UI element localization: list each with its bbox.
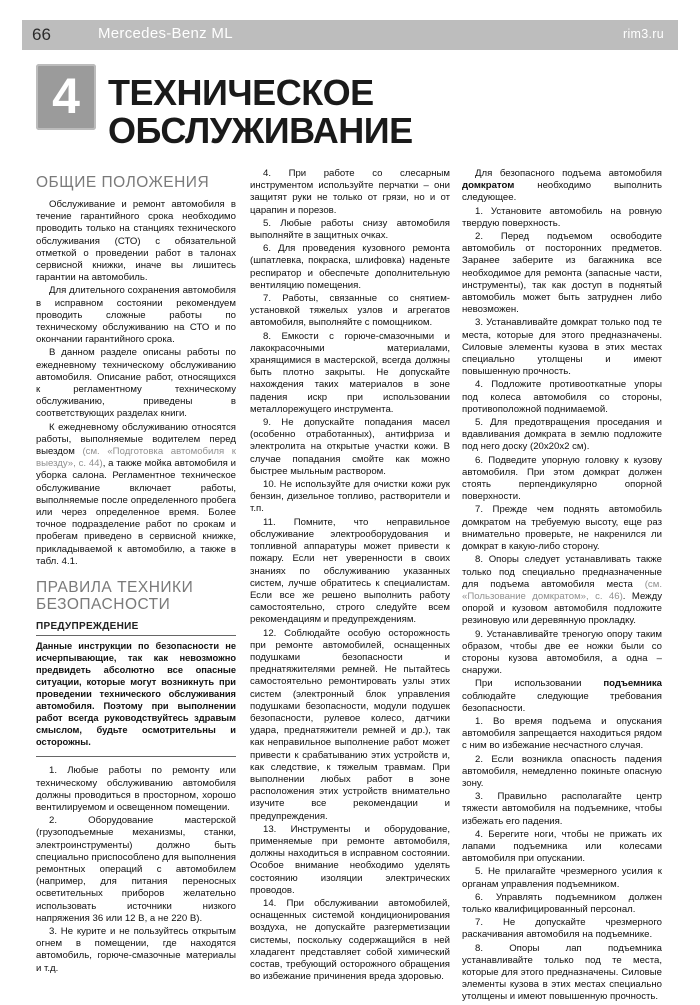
text-span: необходимо выполнить следующее. <box>462 180 662 204</box>
column-3 <box>462 168 662 1005</box>
list-item: 3. Устанавливайте домкрат только под те места, которые для этого предназначены. Силовые элементы кузова в этих местах специально утолщены и имеют повышенную прочность. <box>462 317 662 378</box>
list-item: 7. Не допускайте чрезмерного раскачивания автомобиля на подъемнике. <box>462 917 662 941</box>
text-span: . Между опорой и кузовом автомобиля подложите резиновую или деревянную прокладку. <box>462 590 662 627</box>
paragraph: Обслуживание и ремонт автомобиля в течение гарантийного срока необходимо проводить только на станциях технического обслуживания (СТО) с обязательной отметкой о проведении работ в талонах сервисной книжки, иначе вы лишитесь гарантии на автомобиль. <box>36 199 236 284</box>
column-1 <box>36 160 236 976</box>
site-name: rim3.ru <box>623 27 664 41</box>
list-item: 6. Подведите упорную головку к кузову автомобиля. При этом домкрат должен стоять перпендикулярно опорной поверхности. <box>462 454 662 503</box>
list-item: 2. Если возникла опасность падения автомобиля, немедленно покиньте опасную зону. <box>462 753 662 789</box>
list-item <box>462 554 662 627</box>
list-item: 5. Любые работы снизу автомобиля выполняйте в защитных очках. <box>250 217 450 242</box>
paragraph: В данном разделе описаны работы по ежедневному техническому обслуживанию автомобиля. Описание работ, относящихся к регламентному техническому обслуживанию, приведены в соответствующих разделах книги. <box>36 347 236 420</box>
list-item: 1. Любые работы по ремонту или техническому обслуживанию автомобиля должны проводиться в просторном, хорошо вентилируемом и освещенном помещении. <box>36 765 236 813</box>
section-heading-general: ОБЩИЕ ПОЛОЖЕНИЯ <box>36 174 210 191</box>
text-span: , а также мойка автомобиля и уборка салона. Регламентное техническое обслуживание включает работы, выполняемые после определенного пробега или через определенное время. Более точное подразделение работ по срокам и пробегам приведено в сервисной книжке, прикладываемой к автомобилю, а также в табл. 4.1. <box>36 458 236 567</box>
keyword: домкратом <box>462 180 515 192</box>
list-item: 2. Оборудование мастерской (грузоподъемные механизмы, станки, электроинструменты) должно быть специально приспособлено для выполнения ремонтных операций с автомобилем (например, для питания переносных осветительных приборов желательно использовать источники низкого напряжения 36 или 12 В, а не 220 В). <box>36 815 236 924</box>
list-item: 6. Для проведения кузовного ремонта (шпатлевка, покраска, шлифовка) наденьте респиратор и обеспечьте дополнительную вентиляцию помещения. <box>250 243 450 291</box>
list-item: 4. Подложите противооткатные упоры под колеса автомобиля со стороны, противоположной поднимаемой. <box>462 379 662 415</box>
chapter-number-box <box>36 64 96 130</box>
list-item: 13. Инструменты и оборудование, применяемые при ремонте автомобиля, должны находиться в исправном состоянии. Особое внимание необходимо уделять состоянию изоляции электрических проводов. <box>250 823 450 896</box>
list-item: 11. Помните, что неправильное обслуживание электрооборудования и топливной аппаратуры может привести к пожару. Если нет уверенности в своих знаниях по обслуживанию указанных систем, лучше обратитесь к специалистам. Если все же решено выполнить работу самостоятельно, строго следуйте всем рекомендациям и предупреждениям. <box>250 516 450 626</box>
book-model-title: Mercedes-Benz ML <box>98 25 233 42</box>
chapter-title <box>108 74 413 150</box>
list-item: 2. Перед подъемом освободите автомобиль от посторонних предметов. Заранее заберите из багажника все необходимое для ремонта (запасные части, инструменты), так как доступ в поднятый автомобиль может быть затруднен либо невозможен. <box>462 231 662 316</box>
text-span: При использовании <box>475 678 582 690</box>
list-item: 5. Для предотвращения проседания и вдавливания домкрата в землю подложите под него доску (20x20x2 см). <box>462 417 662 453</box>
list-item: 1. Во время подъема и опускания автомобиля запрещается находиться рядом с ним во избежание несчастного случая. <box>462 715 662 752</box>
list-item: 12. Соблюдайте особую осторожность при ремонте автомобилей, оснащенных подушками безопасности и преднатяжителями ремней. Не пытайтесь самостоятельно ремонтировать узлы этих систем (электронный блок управления подушками безопасности, модули подушек безопасности, рулевое колесо, датчики удара, преднатяжители ремней и др.), так как неправильное выполнение работ может привести к срабатыванию этих устройств и, как следствие, к тяжелым травмам. При выполнении любых работ в зоне расположения этих устройств внимательно изучите все рекомендации и предупреждения. <box>250 627 450 822</box>
list-item: 1. Установите автомобиль на ровную твердую поверхность. <box>462 205 662 229</box>
list-item: 6. Управлять подъемником должен только квалифицированный персонал. <box>462 891 662 915</box>
list-item: 14. При обслуживании автомобилей, оснащенных системой кондиционирования воздуха, не допускайте разгерметизации системы, поскольку содержащийся в ней хладагент представляет собой химический состав, требующий осторожного обращения во избежание причинения вреда здоровью. <box>250 897 450 983</box>
cross-reference: (см. «Подготовка автомобиля к выезду», с. 44) <box>36 446 237 470</box>
list-item: 3. Правильно располагайте центр тяжести автомобиля на подъемнике, чтобы избежать его падения. <box>462 791 662 827</box>
keyword: подъемника <box>603 678 662 690</box>
paragraph: Для длительного сохранения автомобиля в исправном состоянии рекомендуем проводить сложные работы по техническому обслуживанию на СТО и по окончании гарантийного срока. <box>36 285 236 346</box>
list-item: 4. При работе со слесарным инструментом используйте перчатки – они защитят руки не только от грязи, но и от царапин и порезов. <box>250 168 450 216</box>
paragraph <box>36 422 236 568</box>
list-item: 3. Не курите и не пользуйтесь открытым огнем в помещении, где находятся автомобиль, горюче-смазочные материалы и т.д. <box>36 925 236 974</box>
chapter-number: 4 <box>52 68 80 124</box>
column-2 <box>250 168 450 984</box>
paragraph <box>462 168 662 205</box>
list-item: 7. Работы, связанные со снятием-установкой тяжелых узлов и агрегатов автомобиля, выполняйте с помощником. <box>250 293 450 329</box>
chapter-title-line1: ТЕХНИЧЕСКОЕ <box>108 72 374 113</box>
list-item: 8. Емкости с горюче-смазочными и лакокрасочными материалами, хранящимися в мастерской, всегда должны быть плотно закрыты. Не допускайте нахождения таких материалов в зоне падения искр при использовании металлорежущего инструмента. <box>250 330 450 415</box>
text-span: соблюдайте следующие требования безопасности. <box>462 690 662 714</box>
list-item: 9. Устанавливайте треногую опору таким образом, чтобы две ее ножки были со стороны кузова автомобиля, а одна – снаружи. <box>462 628 662 677</box>
cross-reference: (см. «Пользование домкратом», с. 46) <box>462 578 662 602</box>
heading-line: БЕЗОПАСНОСТИ <box>36 596 171 614</box>
paragraph <box>462 678 662 715</box>
text-span: 8. Опоры следует устанавливать также только под специально предназначенные для подъема автомобиля места <box>462 554 662 590</box>
list-item: 7. Прежде чем поднять автомобиль домкратом на требуемую высоту, еще раз внимательно проверьте, не накренился ли домкрат в какую-либо сторону. <box>462 504 662 553</box>
text-span: Для безопасного подъема автомобиля <box>475 168 662 179</box>
warning-text: Данные инструкции по безопасности не исчерпывающие, так как невозможно предвидеть абсолютно все опасные ситуации, которые могут возникнуть при проведении технического обслуживания автомобиля. Поэтому при выполнении работ всегда руководствуйтесь здравым смыслом, будьте осмотрительны и осторожны. <box>36 640 236 757</box>
chapter-title-line2: ОБСЛУЖИВАНИЕ <box>108 110 413 151</box>
warning-title: ПРЕДУПРЕЖДЕНИЕ <box>36 621 236 636</box>
list-item: 5. Не прилагайте чрезмерного усилия к органам управления подъемником. <box>462 866 662 890</box>
list-item: 4. Берегите ноги, чтобы не прижать их лапами подъемника или колесами автомобиля при опускании. <box>462 828 662 865</box>
page-number: 66 <box>32 25 51 44</box>
list-item: 10. Не используйте для очистки кожи рук бензин, дизельное топливо, растворители и т.п. <box>250 479 450 515</box>
list-item: 9. Не допускайте попадания масел (особенно отработанных), антифриза и электролита на открытые участки кожи. В случае попадания смойте как можно быстрее мыльным раствором. <box>250 417 450 477</box>
text-span: К ежедневному обслуживанию относятся работы, выполняемые водителем перед выездом <box>36 421 236 458</box>
section-heading-safety <box>36 579 236 613</box>
list-item: 8. Опоры лап подъемника устанавливайте только под те места, которые для этого предназначены. Силовые элементы кузова в этих местах специально утолщены и имеют повышенную прочность. <box>462 942 662 1003</box>
heading-line: ПРАВИЛА ТЕХНИКИ <box>36 579 194 597</box>
